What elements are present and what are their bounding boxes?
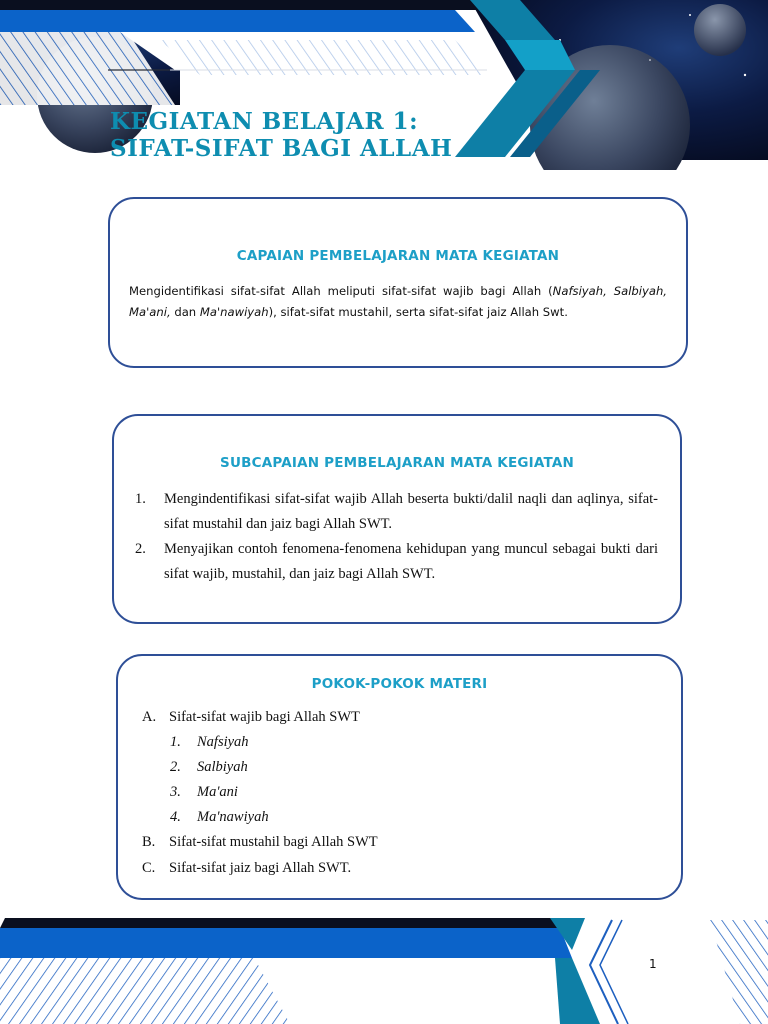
subcapaian-item-2: 2. Menyajikan contoh fenomena-fenomena kehidupan yang muncul sebagai bukti dari sifat wajib, mustahil, dan jaiz bagi Allah SWT. (135, 541, 658, 582)
pokok-box (116, 654, 683, 900)
footer-teal-2 (555, 958, 600, 1024)
planet-right-small (694, 4, 746, 56)
page-title-line-1: KEGIATAN BELAJAR 1: (110, 108, 419, 135)
page-number: 1 (649, 957, 657, 971)
capaian-paragraph: Mengidentifikasi sifat-sifat Allah meliputi sifat-sifat wajib bagi Allah (Nafsiyah, Salbiyah, Ma'ani, dan Ma'nawiyah), sifat-sifat mustahil, serta sifat-sifat jaiz Allah Swt. (129, 284, 667, 319)
footer-black-band (0, 918, 560, 928)
subcapaian-box (112, 414, 682, 624)
footer-hatch-right (710, 920, 768, 1024)
pokok-subitem-3: 3. Ma'ani (170, 784, 238, 800)
pokok-subitem-4: 4. Ma'nawiyah (170, 809, 269, 825)
pokok-item-a: A. Sifat-sifat wajib bagi Allah SWT (142, 709, 360, 725)
pokok-subitem-2: 2. Salbiyah (170, 759, 248, 775)
pokok-item-c: C. Sifat-sifat jaiz bagi Allah SWT. (142, 860, 352, 876)
footer-hatch-left (0, 950, 290, 1024)
pokok-item-b: B. Sifat-sifat mustahil bagi Allah SWT (142, 834, 378, 850)
pokok-subitem-1: 1. Nafsiyah (170, 734, 249, 750)
page-title-line-2: SIFAT-SIFAT BAGI ALLAH (110, 135, 453, 162)
black-band (0, 0, 500, 10)
footer-blue-band (0, 928, 572, 958)
subcapaian-item-1: 1. Mengindentifikasi sifat-sifat wajib Allah beserta bukti/dalil naqli dan aqlinya, sifat-sifat mustahil dan jaiz bagi Allah SWT. (135, 491, 658, 532)
blue-band (0, 10, 475, 32)
capaian-box (108, 197, 688, 368)
pokok-heading: POKOK-POKOK MATERI (311, 676, 488, 692)
capaian-heading: CAPAIAN PEMBELAJARAN MATA KEGIATAN (236, 248, 560, 264)
subcapaian-heading: SUBCAPAIAN PEMBELAJARAN MATA KEGIATAN (220, 455, 574, 471)
